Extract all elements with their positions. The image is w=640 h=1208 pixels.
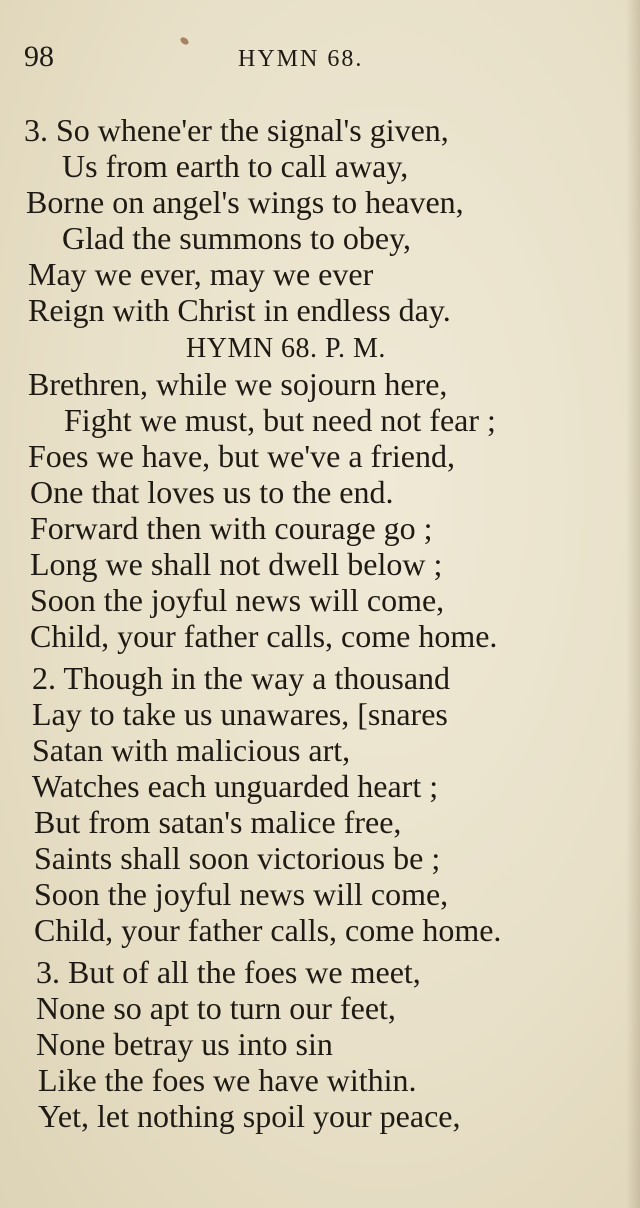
hymn-title: HYMN 68. P. M. (186, 333, 386, 364)
verse-line: May we ever, may we ever (28, 256, 374, 292)
stanza1-line: Child, your father calls, come home. (30, 618, 498, 654)
stanza3-line: Yet, let nothing spoil your peace, (38, 1098, 461, 1134)
running-head: HYMN 68. (238, 46, 364, 72)
verse-line: Glad the summons to obey, (62, 220, 411, 256)
stanza1-line: Foes we have, but we've a friend, (28, 438, 455, 474)
verse-line: 3. So whene'er the signal's given, (24, 112, 449, 148)
stanza1-line: Brethren, while we sojourn here, (28, 366, 448, 402)
stanza2-line: Saints shall soon victorious be ; (34, 840, 441, 876)
page-header (24, 40, 604, 80)
stanza2-line: 2. Though in the way a thousand (32, 660, 451, 696)
stanza3-line: None so apt to turn our feet, (36, 990, 396, 1026)
verse-line: Borne on angel's wings to heaven, (26, 184, 464, 220)
stanza3-line: Like the foes we have within. (38, 1062, 417, 1098)
stanza2-line: Child, your father calls, come home. (34, 912, 502, 948)
stanza2-line: Watches each unguarded heart ; (32, 768, 439, 804)
stanza1-line: Forward then with courage go ; (30, 510, 433, 546)
stanza1-line: Fight we must, but need not fear ; (64, 402, 496, 438)
page-number: 98 (24, 40, 54, 73)
stanza1-line: Long we shall not dwell below ; (30, 546, 443, 582)
verse-line: Reign with Christ in endless day. (28, 292, 451, 328)
stanza2-line: But from satan's malice free, (34, 804, 402, 840)
stanza2-line: Satan with malicious art, (32, 732, 351, 768)
verse-line: Us from earth to call away, (62, 148, 409, 184)
stanza2-line: Lay to take us unawares, [snares (32, 696, 448, 732)
stanza1-line: One that loves us to the end. (30, 474, 394, 510)
stanza2-line: Soon the joyful news will come, (34, 876, 449, 912)
page-edge-shadow (626, 0, 640, 1208)
stanza1-line: Soon the joyful news will come, (30, 582, 445, 618)
stanza3-line: None betray us into sin (36, 1026, 333, 1062)
stanza3-line: 3. But of all the foes we meet, (36, 954, 421, 990)
